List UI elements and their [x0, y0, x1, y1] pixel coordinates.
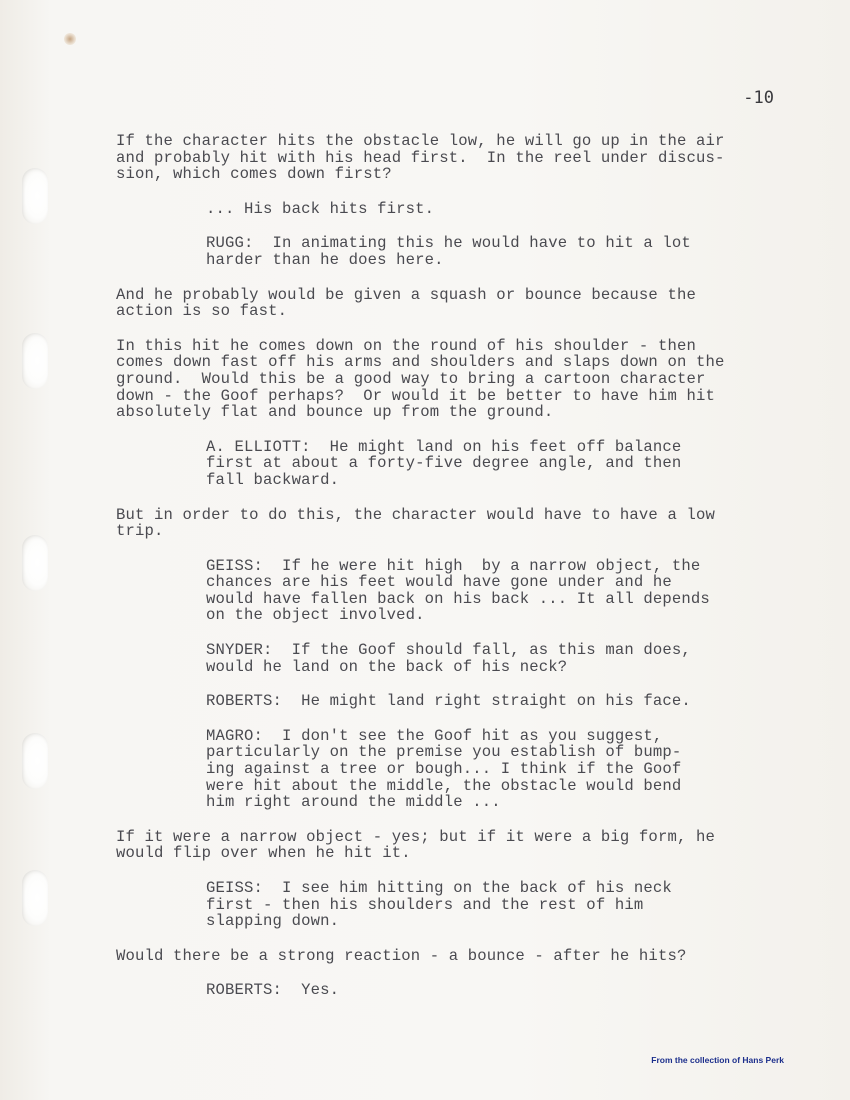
binder-hole: [22, 333, 48, 389]
paragraph: GEISS: I see him hitting on the back of his neck first - then his shoulders and the rest of him slapping down.: [206, 879, 672, 931]
paragraph: A. ELLIOTT: He might land on his feet off balance first at about a forty-five degree angle, and then fall backward.: [206, 437, 682, 489]
paragraph: MAGRO: I don't see the Goof hit as you suggest, particularly on the premise you establish of bump- ing against a tree or bough... I think if the Goof were hit about the middle, the obstacle would bend him right around the middle ...: [206, 726, 682, 812]
paragraph: If it were a narrow object - yes; but if it were a big form, he would flip over when he hit it.: [116, 827, 715, 863]
paragraph: But in order to do this, the character would have to have a low trip.: [116, 505, 715, 541]
paragraph: ROBERTS: He might land right straight on his face.: [206, 692, 691, 711]
paragraph: SNYDER: If the Goof should fall, as this man does, would he land on the back of his neck?: [206, 641, 691, 676]
paragraph: In this hit he comes down on the round of his shoulder - then comes down fast off his arms and shoulders and slaps down on the ground. Would this be a good way to bring a cartoon character down - the Goof perhaps? Or would it be better to have him hit absolutely flat and bounce up from the ground.: [116, 336, 725, 422]
binder-hole: [22, 535, 48, 591]
collection-credit: From the collection of Hans Perk: [651, 1055, 784, 1065]
binder-hole: [22, 870, 48, 926]
transcript-body: [116, 133, 776, 1017]
paragraph: ROBERTS: Yes.: [206, 981, 340, 1000]
paragraph: And he probably would be given a squash or bounce because the action is so fast.: [116, 285, 696, 321]
binder-hole: [22, 733, 48, 789]
paper-stain: [64, 33, 76, 45]
binder-hole: [22, 168, 48, 224]
paragraph: Would there be a strong reaction - a bounce - after he hits?: [116, 946, 687, 965]
paragraph: ... His back hits first.: [206, 199, 435, 218]
paragraph: GEISS: If he were hit high by a narrow object, the chances are his feet would have gone under and he would have fallen back on his back ... It all depends on the object involved.: [206, 556, 710, 625]
page-number: -10: [743, 88, 774, 108]
paragraph: RUGG: In animating this he would have to hit a lot harder than he does here.: [206, 234, 691, 269]
binder-holes: [0, 0, 60, 1100]
paragraph: If the character hits the obstacle low, he will go up in the air and probably hit with his head first. In the reel under discus- sion, which comes down first?: [116, 132, 725, 184]
